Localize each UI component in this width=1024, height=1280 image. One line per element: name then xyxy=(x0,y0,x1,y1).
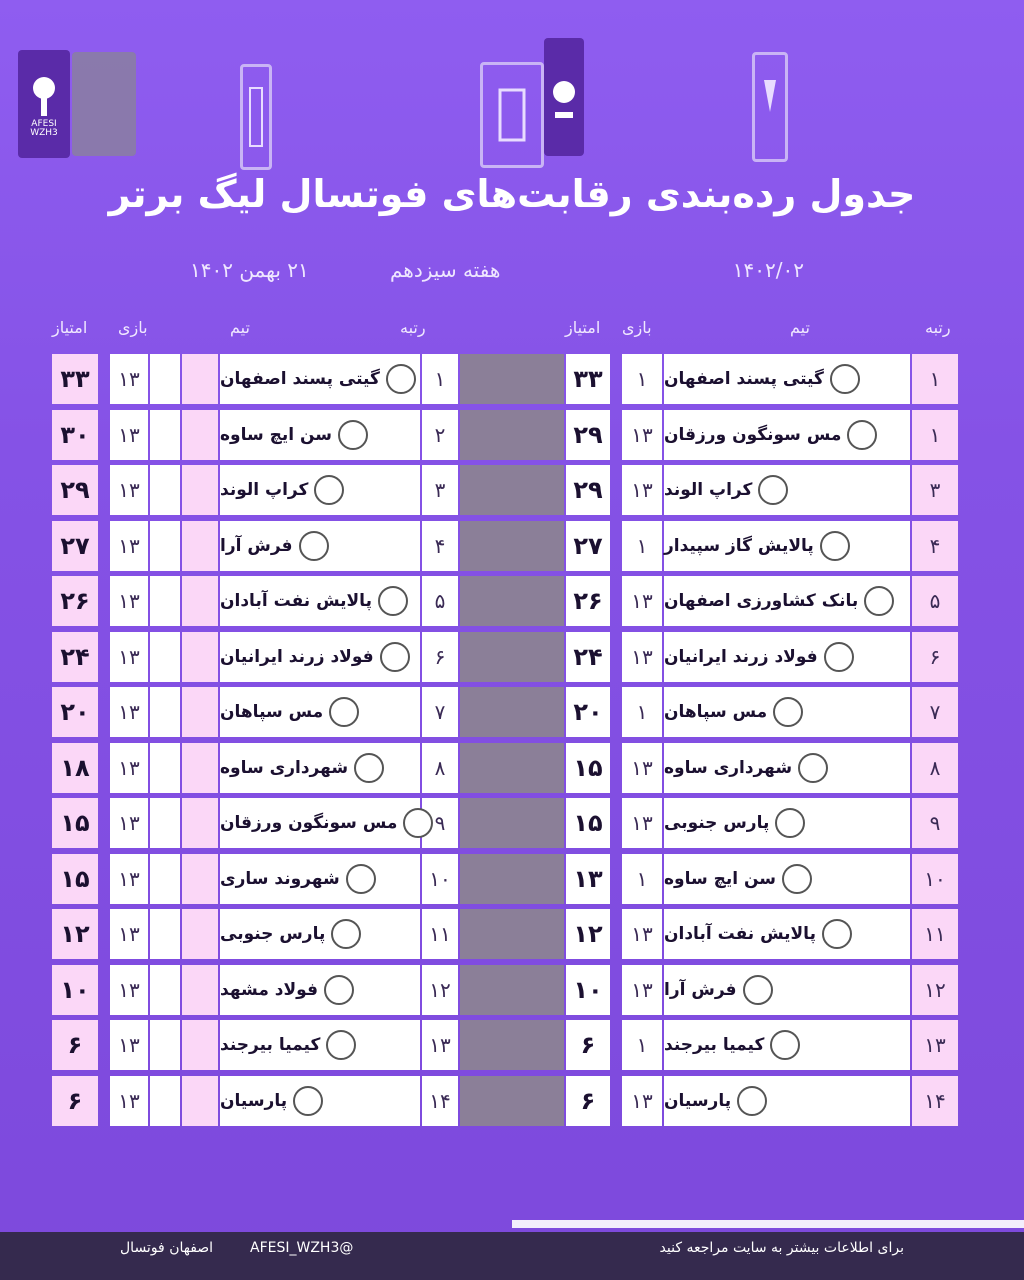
team-name xyxy=(220,743,420,793)
spacer-cell xyxy=(150,465,180,515)
played-cell: ۱۳ xyxy=(622,576,662,626)
played-cell: ۱۳ xyxy=(110,854,148,904)
spacer-cell xyxy=(150,798,180,848)
team-name xyxy=(220,909,420,959)
left-table-row xyxy=(0,1076,1024,1126)
rank-cell: ۹ xyxy=(422,798,458,848)
points-cell: ۱۵ xyxy=(566,743,610,793)
played-cell: ۱۳ xyxy=(110,798,148,848)
team-badge-icon xyxy=(338,420,368,450)
points-cell: ۲۶ xyxy=(52,576,98,626)
team-label: پارسیان xyxy=(220,1091,288,1111)
team-label: کراپ الوند xyxy=(664,480,753,500)
left-table-row xyxy=(0,465,1024,515)
spacer-cell xyxy=(150,687,180,737)
left-header-points: امتیاز xyxy=(52,318,88,337)
played-cell: ۱۳ xyxy=(622,410,662,460)
team-name xyxy=(220,687,420,737)
rank-cell: ۵ xyxy=(422,576,458,626)
spacer-cell xyxy=(182,632,218,682)
left-table-row xyxy=(0,354,1024,404)
left-table-row xyxy=(0,576,1024,626)
left-table-row xyxy=(0,909,1024,959)
rank-cell: ۴ xyxy=(422,521,458,571)
spacer-cell xyxy=(182,521,218,571)
team-label: کراپ الوند xyxy=(220,480,309,500)
left-table-row xyxy=(0,521,1024,571)
played-cell: ۱۳ xyxy=(110,354,148,404)
team-label: فرش آرا xyxy=(220,536,293,556)
spacer-cell xyxy=(182,687,218,737)
played-cell: ۱۳ xyxy=(622,743,662,793)
played-cell: ۱۳ xyxy=(622,909,662,959)
left-table-row xyxy=(0,854,1024,904)
left-table-row xyxy=(0,687,1024,737)
points-cell: ۲۰ xyxy=(566,687,610,737)
rank-cell: ۶ xyxy=(912,632,958,682)
left-table-row xyxy=(0,798,1024,848)
spacer-cell xyxy=(150,354,180,404)
spacer-cell xyxy=(182,576,218,626)
right-header-played: بازی xyxy=(622,318,652,337)
played-cell: ۱ xyxy=(622,854,662,904)
team-badge-icon xyxy=(314,475,344,505)
team-name xyxy=(220,632,420,682)
team-badge-icon xyxy=(329,697,359,727)
team-label: فولاد زرند ایرانیان xyxy=(664,647,818,667)
rank-cell: ۱۲ xyxy=(422,965,458,1015)
played-cell: ۱۳ xyxy=(110,1020,148,1070)
team-label: سن ایچ ساوه xyxy=(220,425,333,445)
team-badge-icon xyxy=(293,1086,323,1116)
league-emblem-icon xyxy=(549,62,579,132)
team-badge-icon xyxy=(380,642,410,672)
team-name xyxy=(220,410,420,460)
points-cell: ۱۸ xyxy=(52,743,98,793)
points-cell: ۱۰ xyxy=(52,965,98,1015)
left-header-team: تیم xyxy=(230,318,250,337)
team-badge-icon xyxy=(324,975,354,1005)
left-table-row xyxy=(0,632,1024,682)
played-cell: ۱۳ xyxy=(110,632,148,682)
played-cell: ۱ xyxy=(622,687,662,737)
team-label: شهرداری ساوه xyxy=(220,758,349,778)
rank-cell: ۱۳ xyxy=(422,1020,458,1070)
team-label: بانک کشاورزی اصفهان xyxy=(664,591,859,611)
footer-left-text: اصفهان فوتسال xyxy=(120,1240,214,1256)
team-badge-icon xyxy=(386,364,416,394)
rank-cell: ۱۴ xyxy=(912,1076,958,1126)
team-badge-icon xyxy=(299,531,329,561)
played-cell: ۱۳ xyxy=(110,410,148,460)
points-cell: ۳۳ xyxy=(566,354,610,404)
team-name xyxy=(220,854,420,904)
played-cell: ۱۳ xyxy=(622,965,662,1015)
team-label: پالایش گاز سپیدار xyxy=(664,536,814,556)
team-label: شهرداری ساوه xyxy=(664,758,793,778)
rank-cell: ۱۱ xyxy=(912,909,958,959)
left-header-rank: رتبه xyxy=(400,318,426,337)
rank-cell: ۴ xyxy=(912,521,958,571)
rank-cell: ۱۰ xyxy=(422,854,458,904)
spacer-cell xyxy=(150,909,180,959)
played-cell: ۱ xyxy=(622,354,662,404)
spacer-cell xyxy=(182,465,218,515)
spacer-cell xyxy=(150,965,180,1015)
points-cell: ۲۷ xyxy=(52,521,98,571)
rank-cell: ۱ xyxy=(422,354,458,404)
played-cell: ۱۳ xyxy=(110,687,148,737)
played-cell: ۱۳ xyxy=(622,798,662,848)
spacer-cell xyxy=(150,410,180,460)
footer-handle[interactable]: @AFESI_WZH3 xyxy=(250,1240,354,1256)
points-cell: ۲۰ xyxy=(52,687,98,737)
team-label: پالایش نفت آبادان xyxy=(220,591,372,611)
right-header-rank: رتبه xyxy=(925,318,951,337)
spacer-cell xyxy=(150,854,180,904)
team-label: پارسیان xyxy=(664,1091,732,1111)
points-cell: ۶ xyxy=(566,1020,610,1070)
points-cell: ۱۵ xyxy=(566,798,610,848)
points-cell: ۱۰ xyxy=(566,965,610,1015)
team-label: سن ایچ ساوه xyxy=(664,869,777,889)
spacer-cell xyxy=(182,410,218,460)
team-label: پارس جنوبی xyxy=(220,924,326,944)
team-name xyxy=(220,354,420,404)
rank-cell: ۱۰ xyxy=(912,854,958,904)
spacer-cell xyxy=(150,576,180,626)
spacer-cell xyxy=(182,1020,218,1070)
team-badge-icon xyxy=(331,919,361,949)
played-cell: ۱۳ xyxy=(110,465,148,515)
played-cell: ۱۳ xyxy=(622,465,662,515)
left-table-row xyxy=(0,965,1024,1015)
played-cell: ۱ xyxy=(622,521,662,571)
rank-cell: ۸ xyxy=(912,743,958,793)
team-label: پالایش نفت آبادان xyxy=(664,924,816,944)
rank-cell: ۱۳ xyxy=(912,1020,958,1070)
left-table-row xyxy=(0,1020,1024,1070)
rank-cell: ۳ xyxy=(912,465,958,515)
team-label: مس سپاهان xyxy=(664,702,768,722)
rank-cell: ۵ xyxy=(912,576,958,626)
spacer-cell xyxy=(182,854,218,904)
played-cell: ۱۳ xyxy=(110,1076,148,1126)
spacer-cell xyxy=(182,965,218,1015)
league-logo-right xyxy=(752,52,788,162)
points-cell: ۶ xyxy=(52,1020,98,1070)
team-label: فرش آرا xyxy=(664,980,737,1000)
subtitle-center: هفته سیزدهم xyxy=(390,258,501,282)
team-name xyxy=(220,1076,420,1126)
spacer-cell xyxy=(150,632,180,682)
spacer-cell xyxy=(182,1076,218,1126)
played-cell: ۱۳ xyxy=(110,521,148,571)
team-name xyxy=(220,965,420,1015)
points-cell: ۱۲ xyxy=(52,909,98,959)
spacer-cell xyxy=(182,743,218,793)
left-table-row xyxy=(0,410,1024,460)
left-header-played: بازی xyxy=(118,318,148,337)
played-cell: ۱ xyxy=(622,1020,662,1070)
footer-strip xyxy=(512,1220,1024,1228)
rank-cell: ۱۴ xyxy=(422,1076,458,1126)
points-cell: ۲۶ xyxy=(566,576,610,626)
team-label: پارس جنوبی xyxy=(664,813,770,833)
spacer-cell xyxy=(182,354,218,404)
rank-cell: ۱۲ xyxy=(912,965,958,1015)
league-logo-center-outline xyxy=(480,62,544,168)
points-cell: ۲۴ xyxy=(52,632,98,682)
subtitle-right: ۱۴۰۲/۰۲ xyxy=(732,258,804,282)
points-cell: ۶ xyxy=(52,1076,98,1126)
team-name xyxy=(220,1020,420,1070)
points-cell: ۲۹ xyxy=(52,465,98,515)
rank-cell: ۳ xyxy=(422,465,458,515)
played-cell: ۱۳ xyxy=(110,909,148,959)
spacer-cell xyxy=(182,798,218,848)
rank-cell: ۷ xyxy=(422,687,458,737)
played-cell: ۱۳ xyxy=(110,965,148,1015)
team-badge-icon xyxy=(326,1030,356,1060)
points-cell: ۶ xyxy=(566,1076,610,1126)
team-label: فولاد مشهد xyxy=(220,980,318,1000)
points-cell: ۱۵ xyxy=(52,798,98,848)
rank-cell: ۸ xyxy=(422,743,458,793)
team-name xyxy=(220,465,420,515)
team-label: فولاد زرند ایرانیان xyxy=(220,647,374,667)
team-label: مس سونگون ورزقان xyxy=(664,425,842,445)
team-badge-icon xyxy=(378,586,408,616)
points-cell: ۱۵ xyxy=(52,854,98,904)
spacer-cell xyxy=(150,1020,180,1070)
team-name xyxy=(220,798,420,848)
spacer-cell xyxy=(182,909,218,959)
page-title: جدول رده‌بندی رقابت‌های فوتسال لیگ برتر xyxy=(108,172,916,216)
played-cell: ۱۳ xyxy=(110,743,148,793)
team-name xyxy=(220,576,420,626)
team-label: مس سونگون ورزقان xyxy=(220,813,398,833)
points-cell: ۲۴ xyxy=(566,632,610,682)
footer-right-text: برای اطلاعات بیشتر به سایت مراجعه کنید xyxy=(659,1240,904,1256)
afesi-logo xyxy=(18,50,70,158)
rank-cell: ۹ xyxy=(912,798,958,848)
subtitle-left: ۲۱ بهمن ۱۴۰۲ xyxy=(190,258,309,282)
played-cell: ۱۳ xyxy=(110,576,148,626)
rank-cell: ۲ xyxy=(422,410,458,460)
spacer-cell xyxy=(150,1076,180,1126)
points-cell: ۲۹ xyxy=(566,410,610,460)
league-logo-center xyxy=(544,38,584,156)
rank-cell: ۶ xyxy=(422,632,458,682)
rank-cell: ۱ xyxy=(912,354,958,404)
team-label: شهروند ساری xyxy=(220,869,340,889)
points-cell: ۳۰ xyxy=(52,410,98,460)
team-badge-icon xyxy=(346,864,376,894)
points-cell: ۱۳ xyxy=(566,854,610,904)
team-label: گیتی پسند اصفهان xyxy=(664,369,824,389)
played-cell: ۱۳ xyxy=(622,632,662,682)
points-cell: ۱۲ xyxy=(566,909,610,959)
gray-logo xyxy=(72,52,136,156)
league-logo-left xyxy=(240,64,272,170)
rank-cell: ۱ xyxy=(912,410,958,460)
played-cell: ۱۳ xyxy=(622,1076,662,1126)
points-cell: ۳۳ xyxy=(52,354,98,404)
team-label: کیمیا بیرجند xyxy=(664,1035,765,1055)
team-label: مس سپاهان xyxy=(220,702,324,722)
afesi-logo-text: AFESI WZH3 xyxy=(30,119,58,138)
spacer-cell xyxy=(150,743,180,793)
team-label: گیتی پسند اصفهان xyxy=(220,369,380,389)
team-label: کیمیا بیرجند xyxy=(220,1035,321,1055)
spacer-cell xyxy=(150,521,180,571)
afesi-emblem-icon xyxy=(29,70,59,120)
rank-cell: ۱۱ xyxy=(422,909,458,959)
left-table-row xyxy=(0,743,1024,793)
right-header-points: امتیاز xyxy=(565,318,601,337)
team-badge-icon xyxy=(354,753,384,783)
rank-cell: ۷ xyxy=(912,687,958,737)
team-name xyxy=(220,521,420,571)
points-cell: ۲۹ xyxy=(566,465,610,515)
right-header-team: تیم xyxy=(790,318,810,337)
points-cell: ۲۷ xyxy=(566,521,610,571)
